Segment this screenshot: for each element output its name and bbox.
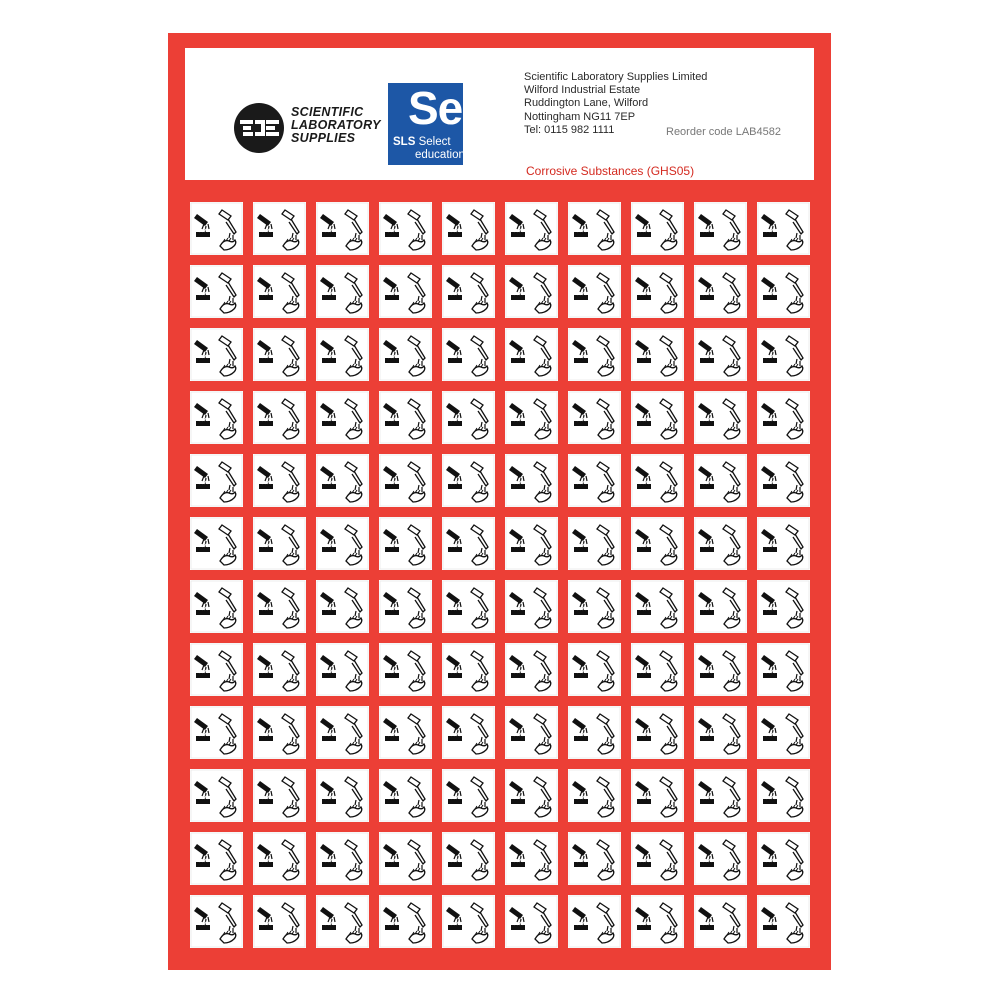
ghs05-corrosion-icon bbox=[190, 391, 243, 444]
corrosion-label bbox=[568, 517, 621, 570]
ghs05-corrosion-icon bbox=[316, 832, 369, 885]
ghs05-corrosion-icon bbox=[316, 769, 369, 822]
ghs05-corrosion-icon bbox=[631, 328, 684, 381]
corrosion-label bbox=[253, 391, 306, 444]
ghs05-corrosion-icon bbox=[568, 202, 621, 255]
ghs05-corrosion-icon bbox=[694, 391, 747, 444]
ghs05-corrosion-icon bbox=[694, 202, 747, 255]
corrosion-label bbox=[694, 643, 747, 696]
brand-line: LABORATORY bbox=[291, 118, 381, 132]
corrosion-label bbox=[190, 517, 243, 570]
ghs05-corrosion-icon bbox=[505, 202, 558, 255]
ghs05-corrosion-icon bbox=[190, 580, 243, 633]
ghs05-corrosion-icon bbox=[379, 517, 432, 570]
ghs05-corrosion-icon bbox=[316, 454, 369, 507]
ghs05-corrosion-icon bbox=[568, 265, 621, 318]
ghs05-corrosion-icon bbox=[505, 580, 558, 633]
corrosion-label bbox=[694, 706, 747, 759]
corrosion-label bbox=[568, 769, 621, 822]
corrosion-label bbox=[190, 454, 243, 507]
corrosion-label bbox=[442, 391, 495, 444]
brand-line: SCIENTIFIC bbox=[291, 105, 364, 119]
ghs05-corrosion-icon bbox=[442, 643, 495, 696]
ghs05-corrosion-icon bbox=[316, 706, 369, 759]
corrosion-label bbox=[316, 580, 369, 633]
corrosion-label bbox=[505, 202, 558, 255]
corrosion-label bbox=[190, 643, 243, 696]
ghs05-corrosion-icon bbox=[631, 895, 684, 948]
corrosion-label bbox=[631, 706, 684, 759]
ghs05-corrosion-icon bbox=[190, 517, 243, 570]
ghs05-corrosion-icon bbox=[379, 391, 432, 444]
corrosion-label bbox=[379, 706, 432, 759]
corrosion-label bbox=[316, 391, 369, 444]
ghs05-corrosion-icon bbox=[757, 265, 810, 318]
corrosion-label bbox=[253, 517, 306, 570]
ghs05-corrosion-icon bbox=[694, 832, 747, 885]
corrosion-label bbox=[631, 643, 684, 696]
ghs05-corrosion-icon bbox=[190, 643, 243, 696]
ghs05-corrosion-icon bbox=[190, 454, 243, 507]
corrosion-label bbox=[694, 328, 747, 381]
corrosion-label bbox=[316, 328, 369, 381]
corrosion-label bbox=[379, 580, 432, 633]
ghs05-corrosion-icon bbox=[694, 643, 747, 696]
ghs05-corrosion-icon bbox=[694, 706, 747, 759]
ghs05-corrosion-icon bbox=[694, 895, 747, 948]
ghs05-corrosion-icon bbox=[568, 391, 621, 444]
ghs05-corrosion-icon bbox=[379, 265, 432, 318]
corrosion-label bbox=[190, 202, 243, 255]
corrosion-label bbox=[757, 832, 810, 885]
corrosion-label bbox=[442, 517, 495, 570]
ghs05-corrosion-icon bbox=[253, 328, 306, 381]
ghs05-corrosion-icon bbox=[442, 832, 495, 885]
ghs05-corrosion-icon bbox=[757, 895, 810, 948]
ghs05-corrosion-icon bbox=[190, 265, 243, 318]
ghs05-corrosion-icon bbox=[253, 895, 306, 948]
ghs05-corrosion-icon bbox=[379, 454, 432, 507]
ghs05-corrosion-icon bbox=[442, 265, 495, 318]
ghs05-corrosion-icon bbox=[190, 328, 243, 381]
corrosion-label bbox=[379, 769, 432, 822]
corrosion-label bbox=[505, 895, 558, 948]
ghs05-corrosion-icon bbox=[505, 454, 558, 507]
ghs05-corrosion-icon bbox=[568, 832, 621, 885]
corrosion-label bbox=[694, 265, 747, 318]
ghs05-corrosion-icon bbox=[568, 706, 621, 759]
corrosion-label bbox=[757, 895, 810, 948]
corrosion-label bbox=[757, 391, 810, 444]
ghs05-corrosion-icon bbox=[694, 769, 747, 822]
ghs05-corrosion-icon bbox=[631, 202, 684, 255]
ghs05-corrosion-icon bbox=[757, 643, 810, 696]
corrosion-label bbox=[442, 895, 495, 948]
ghs05-corrosion-icon bbox=[442, 328, 495, 381]
ghs05-corrosion-icon bbox=[442, 517, 495, 570]
corrosion-label bbox=[442, 769, 495, 822]
ghs05-corrosion-icon bbox=[757, 328, 810, 381]
corrosion-label bbox=[505, 706, 558, 759]
corrosion-label bbox=[631, 328, 684, 381]
corrosion-label bbox=[442, 265, 495, 318]
corrosion-label bbox=[442, 202, 495, 255]
corrosion-label bbox=[757, 706, 810, 759]
ghs05-corrosion-icon bbox=[253, 832, 306, 885]
ghs05-corrosion-icon bbox=[694, 580, 747, 633]
corrosion-label bbox=[631, 832, 684, 885]
ghs05-corrosion-icon bbox=[379, 706, 432, 759]
corrosion-label bbox=[190, 895, 243, 948]
ghs05-corrosion-icon bbox=[379, 202, 432, 255]
ghs05-corrosion-icon bbox=[631, 454, 684, 507]
address-line: Ruddington Lane, Wilford bbox=[524, 97, 649, 110]
ghs05-corrosion-icon bbox=[631, 643, 684, 696]
ghs05-corrosion-icon bbox=[253, 265, 306, 318]
ghs05-corrosion-icon bbox=[442, 706, 495, 759]
ghs05-corrosion-icon bbox=[694, 265, 747, 318]
corrosion-label bbox=[190, 328, 243, 381]
ghs05-corrosion-icon bbox=[757, 391, 810, 444]
corrosion-label bbox=[631, 895, 684, 948]
ghs05-corrosion-icon bbox=[442, 454, 495, 507]
ghs05-corrosion-icon bbox=[316, 643, 369, 696]
corrosion-label bbox=[253, 895, 306, 948]
ghs05-corrosion-icon bbox=[253, 454, 306, 507]
corrosion-label bbox=[631, 391, 684, 444]
ghs05-corrosion-icon bbox=[694, 517, 747, 570]
corrosion-label bbox=[631, 580, 684, 633]
corrosion-label bbox=[190, 706, 243, 759]
corrosion-label bbox=[757, 202, 810, 255]
ghs05-corrosion-icon bbox=[379, 769, 432, 822]
ghs05-corrosion-icon bbox=[757, 202, 810, 255]
corrosion-label bbox=[316, 706, 369, 759]
ghs05-corrosion-icon bbox=[316, 265, 369, 318]
ghs05-corrosion-icon bbox=[568, 769, 621, 822]
corrosion-label bbox=[757, 580, 810, 633]
corrosion-label bbox=[757, 454, 810, 507]
corrosion-label bbox=[316, 895, 369, 948]
corrosion-label bbox=[568, 580, 621, 633]
ghs05-corrosion-icon bbox=[442, 580, 495, 633]
corrosion-label bbox=[253, 265, 306, 318]
ghs05-corrosion-icon bbox=[442, 202, 495, 255]
ghs05-corrosion-icon bbox=[757, 832, 810, 885]
corrosion-label bbox=[694, 832, 747, 885]
reorder-code: Reorder code LAB4582 bbox=[666, 126, 781, 138]
ghs05-corrosion-icon bbox=[442, 391, 495, 444]
corrosion-label bbox=[631, 202, 684, 255]
ghs05-corrosion-icon bbox=[316, 202, 369, 255]
ghs05-corrosion-icon bbox=[253, 643, 306, 696]
address-line: Wilford Industrial Estate bbox=[524, 84, 641, 97]
corrosion-label bbox=[694, 202, 747, 255]
ghs05-corrosion-icon bbox=[757, 706, 810, 759]
ghs05-corrosion-icon bbox=[316, 895, 369, 948]
corrosion-label bbox=[568, 328, 621, 381]
select-logo-line1: SLS Select bbox=[393, 136, 451, 148]
corrosion-label bbox=[694, 454, 747, 507]
ghs05-corrosion-icon bbox=[568, 454, 621, 507]
sheet-header bbox=[185, 48, 814, 180]
corrosion-label bbox=[253, 328, 306, 381]
corrosion-label bbox=[505, 643, 558, 696]
corrosion-label bbox=[379, 454, 432, 507]
ghs05-corrosion-icon bbox=[568, 580, 621, 633]
address-line: Scientific Laboratory Supplies Limited bbox=[524, 71, 708, 83]
corrosion-label bbox=[757, 517, 810, 570]
label-grid bbox=[190, 202, 813, 952]
corrosion-label bbox=[568, 202, 621, 255]
ghs05-corrosion-icon bbox=[631, 769, 684, 822]
ghs05-corrosion-icon bbox=[253, 391, 306, 444]
ghs05-corrosion-icon bbox=[379, 895, 432, 948]
corrosion-label bbox=[379, 328, 432, 381]
ghs05-corrosion-icon bbox=[379, 328, 432, 381]
corrosion-label bbox=[316, 202, 369, 255]
ghs05-corrosion-icon bbox=[442, 895, 495, 948]
ghs05-corrosion-icon bbox=[694, 454, 747, 507]
corrosion-label bbox=[568, 706, 621, 759]
corrosion-label bbox=[442, 454, 495, 507]
corrosion-label bbox=[442, 832, 495, 885]
ghs05-corrosion-icon bbox=[253, 517, 306, 570]
corrosion-label bbox=[253, 580, 306, 633]
ghs05-corrosion-icon bbox=[190, 769, 243, 822]
corrosion-label bbox=[694, 769, 747, 822]
corrosion-label bbox=[442, 580, 495, 633]
address-line: Nottingham NG11 7EP bbox=[524, 110, 636, 123]
corrosion-label bbox=[568, 265, 621, 318]
ghs05-corrosion-icon bbox=[505, 328, 558, 381]
corrosion-label bbox=[379, 895, 432, 948]
ghs05-corrosion-icon bbox=[757, 580, 810, 633]
ghs05-corrosion-icon bbox=[316, 391, 369, 444]
corrosion-label bbox=[694, 517, 747, 570]
corrosion-label bbox=[505, 769, 558, 822]
sls-monogram-logo bbox=[233, 102, 285, 154]
corrosion-label bbox=[316, 832, 369, 885]
ghs05-corrosion-icon bbox=[757, 454, 810, 507]
ghs05-corrosion-icon bbox=[505, 895, 558, 948]
corrosion-label bbox=[568, 895, 621, 948]
corrosion-label bbox=[505, 517, 558, 570]
corrosion-label bbox=[190, 391, 243, 444]
ghs05-corrosion-icon bbox=[379, 832, 432, 885]
sls-select-logo bbox=[388, 83, 463, 165]
ghs05-corrosion-icon bbox=[316, 328, 369, 381]
corrosion-label bbox=[505, 832, 558, 885]
corrosion-label bbox=[631, 769, 684, 822]
corrosion-label bbox=[190, 580, 243, 633]
corrosion-label bbox=[442, 706, 495, 759]
ghs05-corrosion-icon bbox=[253, 706, 306, 759]
ghs05-corrosion-icon bbox=[190, 706, 243, 759]
ghs05-corrosion-icon bbox=[253, 580, 306, 633]
ghs05-corrosion-icon bbox=[631, 580, 684, 633]
ghs05-corrosion-icon bbox=[568, 643, 621, 696]
corrosion-label bbox=[694, 391, 747, 444]
corrosion-label bbox=[568, 454, 621, 507]
select-logo-mark: Se bbox=[408, 82, 463, 134]
ghs05-corrosion-icon bbox=[694, 328, 747, 381]
corrosion-label bbox=[316, 265, 369, 318]
corrosion-label bbox=[757, 769, 810, 822]
ghs05-corrosion-icon bbox=[442, 769, 495, 822]
corrosion-label bbox=[190, 769, 243, 822]
ghs05-corrosion-icon bbox=[253, 202, 306, 255]
corrosion-label bbox=[505, 391, 558, 444]
ghs05-corrosion-icon bbox=[505, 643, 558, 696]
corrosion-label bbox=[253, 769, 306, 822]
corrosion-label bbox=[505, 328, 558, 381]
ghs05-corrosion-icon bbox=[631, 391, 684, 444]
corrosion-label bbox=[631, 454, 684, 507]
ghs05-corrosion-icon bbox=[505, 832, 558, 885]
ghs05-corrosion-icon bbox=[379, 580, 432, 633]
corrosion-label bbox=[505, 580, 558, 633]
corrosion-label bbox=[316, 643, 369, 696]
ghs05-corrosion-icon bbox=[379, 643, 432, 696]
ghs05-corrosion-icon bbox=[505, 391, 558, 444]
ghs05-corrosion-icon bbox=[190, 895, 243, 948]
corrosion-label bbox=[379, 391, 432, 444]
ghs05-corrosion-icon bbox=[757, 517, 810, 570]
ghs05-corrosion-icon bbox=[568, 895, 621, 948]
corrosion-label bbox=[253, 706, 306, 759]
corrosion-label bbox=[757, 328, 810, 381]
ghs05-corrosion-icon bbox=[505, 769, 558, 822]
corrosion-label bbox=[253, 832, 306, 885]
ghs05-corrosion-icon bbox=[568, 517, 621, 570]
ghs05-corrosion-icon bbox=[631, 706, 684, 759]
brand-line: SUPPLIES bbox=[291, 131, 356, 145]
corrosion-label bbox=[694, 580, 747, 633]
corrosion-label bbox=[631, 517, 684, 570]
corrosion-label bbox=[253, 202, 306, 255]
corrosion-label bbox=[442, 328, 495, 381]
sheet-title: Corrosive Substances (GHS05) bbox=[526, 164, 695, 178]
ghs05-corrosion-icon bbox=[190, 832, 243, 885]
ghs05-corrosion-icon bbox=[190, 202, 243, 255]
corrosion-label bbox=[757, 265, 810, 318]
corrosion-label bbox=[757, 643, 810, 696]
corrosion-label bbox=[568, 643, 621, 696]
corrosion-label bbox=[568, 832, 621, 885]
ghs05-corrosion-icon bbox=[316, 517, 369, 570]
corrosion-label bbox=[253, 643, 306, 696]
corrosion-label bbox=[631, 265, 684, 318]
brand-name bbox=[291, 106, 381, 145]
corrosion-label bbox=[316, 769, 369, 822]
ghs05-corrosion-icon bbox=[316, 580, 369, 633]
corrosion-label bbox=[379, 265, 432, 318]
corrosion-label bbox=[379, 832, 432, 885]
ghs05-corrosion-icon bbox=[505, 517, 558, 570]
corrosion-label bbox=[379, 643, 432, 696]
ghs05-corrosion-icon bbox=[631, 517, 684, 570]
corrosion-label bbox=[316, 517, 369, 570]
corrosion-label bbox=[568, 391, 621, 444]
corrosion-label bbox=[190, 265, 243, 318]
ghs05-corrosion-icon bbox=[631, 832, 684, 885]
corrosion-label bbox=[379, 202, 432, 255]
ghs05-corrosion-icon bbox=[505, 265, 558, 318]
ghs05-corrosion-icon bbox=[568, 328, 621, 381]
corrosion-label bbox=[505, 454, 558, 507]
ghs05-corrosion-icon bbox=[757, 769, 810, 822]
ghs05-corrosion-icon bbox=[505, 706, 558, 759]
address-line: Tel: 0115 982 1111 bbox=[524, 123, 615, 136]
corrosion-label bbox=[442, 643, 495, 696]
corrosion-label bbox=[694, 895, 747, 948]
select-logo-line2: education bbox=[415, 149, 465, 161]
corrosion-label bbox=[316, 454, 369, 507]
corrosion-label bbox=[505, 265, 558, 318]
corrosion-label bbox=[253, 454, 306, 507]
corrosion-label bbox=[190, 832, 243, 885]
ghs05-corrosion-icon bbox=[631, 265, 684, 318]
label-sheet bbox=[168, 33, 831, 970]
ghs05-corrosion-icon bbox=[253, 769, 306, 822]
corrosion-label bbox=[379, 517, 432, 570]
